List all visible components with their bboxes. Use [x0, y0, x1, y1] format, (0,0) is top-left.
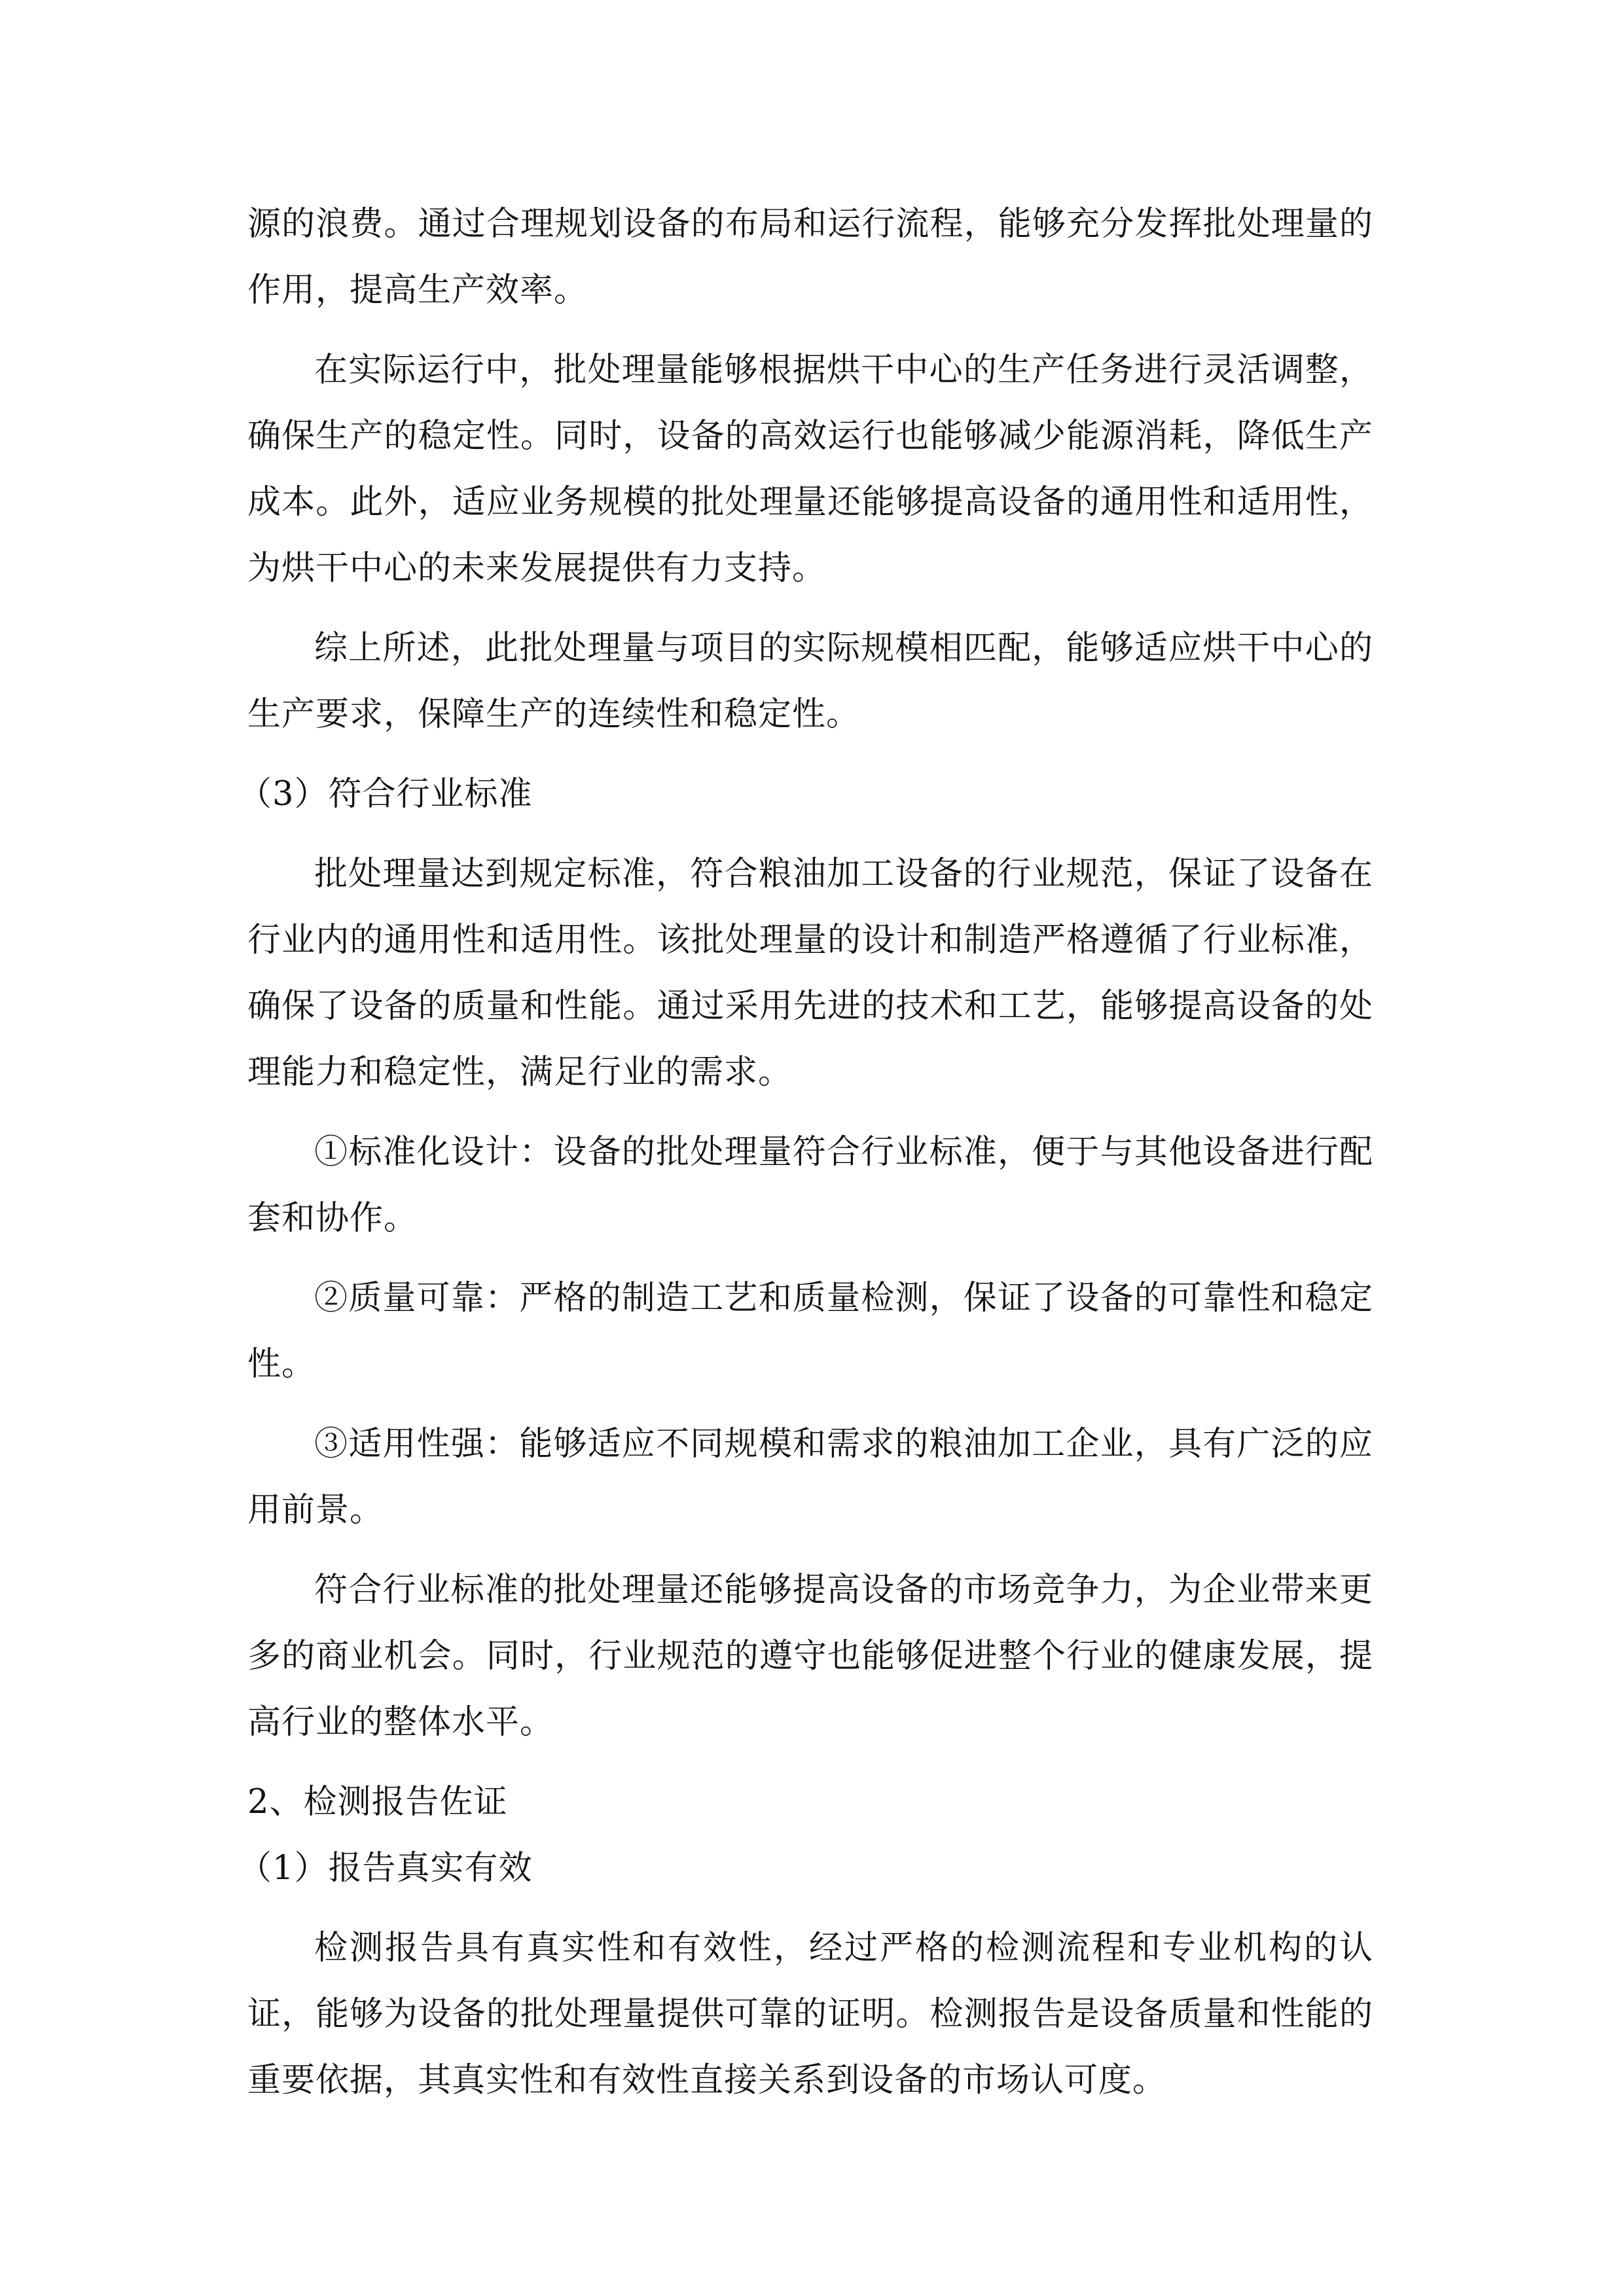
- paragraph-summary: 综上所述，此批处理量与项目的实际规模相匹配，能够适应烘干中心的生产要求，保障生产的连续性和稳定性。: [247, 629, 1373, 734]
- document-page: [238, 191, 1373, 2127]
- section-heading-report-valid: （1）报告真实有效: [238, 1849, 533, 1888]
- paragraph-report-validity: 检测报告具有真实性和有效性，经过严格的检测流程和专业机构的认证，能够为设备的批处理量提供可靠的证明。检测报告是设备质量和性能的重要依据，其真实性和有效性直接关系到设备的市场认可度。: [247, 1929, 1373, 2100]
- paragraph-standard-intro: 批处理量达到规定标准，符合粮油加工设备的行业规范，保证了设备在行业内的通用性和适用性。该批处理量的设计和制造严格遵循了行业标准，确保了设备的质量和性能。通过采用先进的技术和工艺，能够提高设备的处理能力和稳定性，满足行业的需求。: [247, 855, 1373, 1092]
- paragraph-competitiveness: 符合行业标准的批处理量还能够提高设备的市场竞争力，为企业带来更多的商业机会。同时，行业规范的遵守也能够促进整个行业的健康发展，提高行业的整体水平。: [247, 1571, 1373, 1742]
- list-item-reliable-quality: ②质量可靠：严格的制造工艺和质量检测，保证了设备的可靠性和稳定性。: [247, 1279, 1373, 1384]
- section-heading-test-report: 2、检测报告佐证: [247, 1783, 508, 1821]
- paragraph-continuation: 源的浪费。通过合理规划设备的布局和运行流程，能够充分发挥批处理量的作用，提高生产效率。: [247, 205, 1373, 310]
- list-item-standardized-design: ①标准化设计：设备的批处理量符合行业标准，便于与其他设备进行配套和协作。: [247, 1133, 1373, 1238]
- paragraph-operation: 在实际运行中，批处理量能够根据烘干中心的生产任务进行灵活调整，确保生产的稳定性。同时，设备的高效运行也能够减少能源消耗，降低生产成本。此外，适应业务规模的批处理量还能够提高设备的通用性和适用性，为烘干中心的未来发展提供有力支持。: [247, 351, 1373, 588]
- list-item-applicability: ③适用性强：能够适应不同规模和需求的粮油加工企业，具有广泛的应用前景。: [247, 1425, 1373, 1530]
- section-heading-industry-standard: （3）符合行业标准: [238, 775, 533, 814]
